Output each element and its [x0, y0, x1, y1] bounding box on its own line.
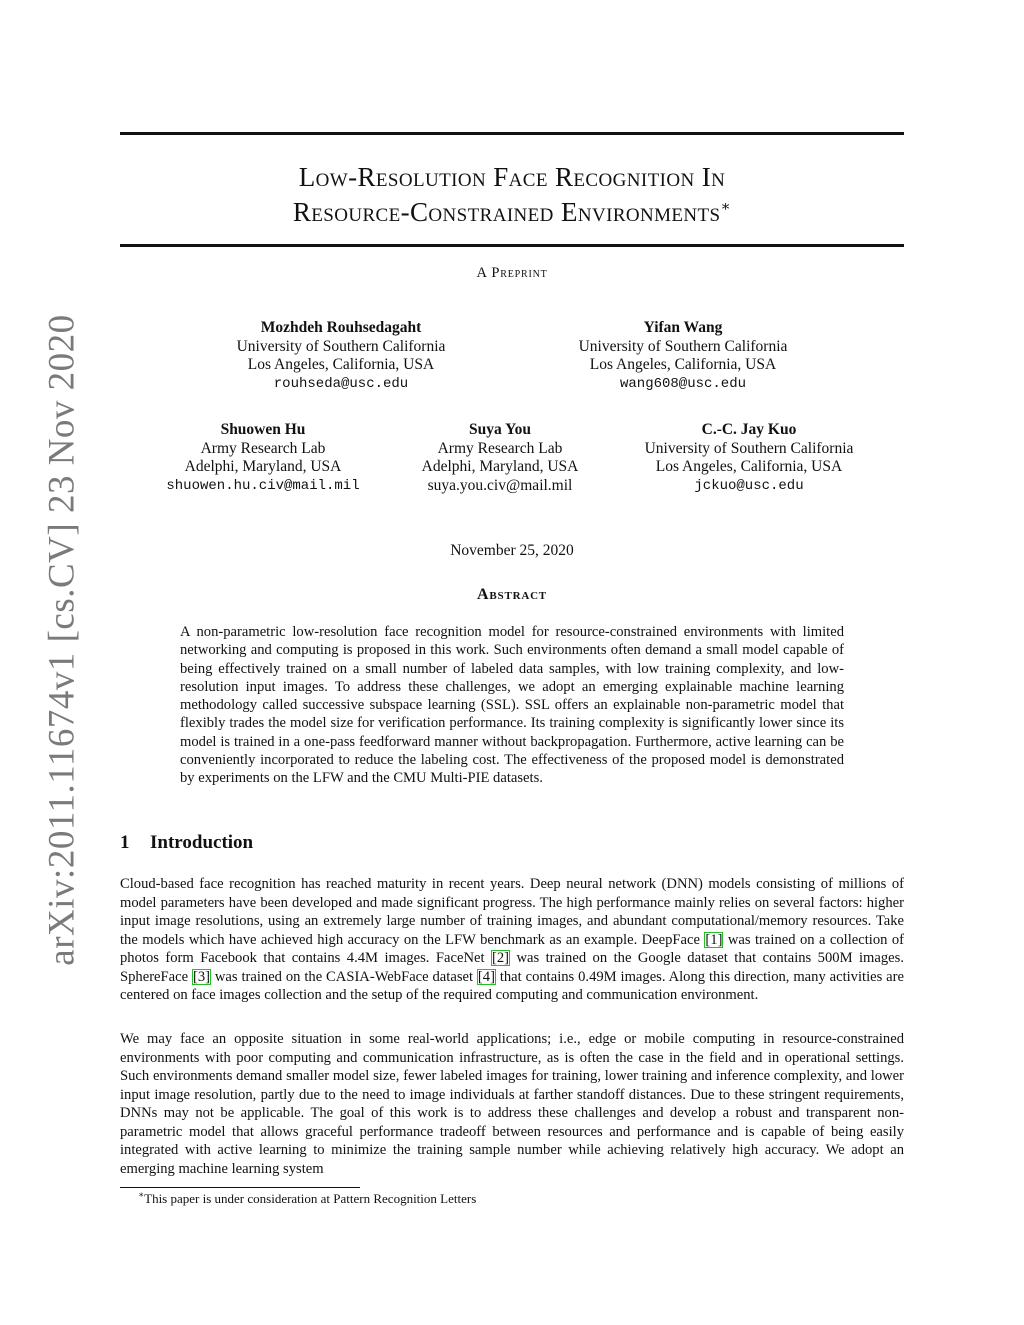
intro-paragraph-1 [120, 875, 904, 1005]
paragraph-text: was trained on the CASIA-WebFace dataset [211, 968, 477, 985]
footnote [138, 1191, 476, 1207]
author-block-you [422, 421, 579, 495]
author-affiliation: Army Research Lab [200, 439, 326, 457]
author-email[interactable]: wang608@usc.edu [619, 375, 747, 392]
title-bottom-rule [120, 244, 904, 247]
arxiv-identifier: arXiv:2011.11674v1 [cs.CV] 23 Nov 2020 [41, 314, 83, 966]
author-location: Adelphi, Maryland, USA [184, 458, 342, 475]
section-title: Introduction [150, 832, 254, 853]
author-location: Los Angeles, California, USA [247, 356, 435, 373]
footnote-marker: ∗ [138, 1189, 145, 1200]
abstract-heading: Abstract [477, 586, 547, 603]
author-block-hu [166, 421, 359, 495]
title-line-2: Resource-Constrained Environments [292, 197, 721, 227]
author-location: Adelphi, Maryland, USA [421, 458, 579, 475]
author-email[interactable]: rouhseda@usc.edu [273, 375, 409, 392]
intro-paragraph-2: We may face an opposite situation in some real-world applications; i.e., edge or mobile computing in resource-constrained environments with poor computing and communication infrastructure, as is often the case in the field and in operational settings. Such environments demand smaller model size, fewer labeled images for training, lower training and inference complexity, and lower input image resolution, partly due to the need to image individuals at farther standoff distances. Due to these stringent requirements, DNNs may not be applicable. The goal of this work is to address these challenges and develop a robust and transparent non-parametric model that allows graceful performance tradeoff between resources and performance and is capable of being easily integrated with active learning to minimize the training sample number while achieving relatively high accuracy. We adopt an emerging machine learning system [120, 1031, 904, 1177]
title-top-rule [120, 132, 904, 135]
citation-link-2[interactable]: [2] [491, 950, 509, 966]
citation-link-1[interactable]: [1] [705, 931, 723, 948]
author-email[interactable]: shuowen.hu.civ@mail.mil [166, 477, 360, 494]
citation-link-4[interactable]: [4] [477, 968, 495, 985]
author-affiliation: University of Southern California [578, 337, 788, 355]
citation-link-3[interactable]: [3] [192, 968, 210, 985]
author-email[interactable]: jckuo@usc.edu [694, 477, 804, 494]
author-affiliation: University of Southern California [236, 337, 446, 355]
paragraph-text: was trained on a collection of photos form Facebook that contains 4.4M images. FaceNet [120, 931, 905, 966]
paragraph-text: was trained on the Google dataset that contains 500M images. SphereFace [120, 950, 904, 985]
author-affiliation: University of Southern California [644, 439, 854, 457]
author-block-wang [579, 319, 788, 393]
author-block-rouhsedagaht [237, 319, 446, 393]
paper-title [120, 160, 904, 230]
author-location: Los Angeles, California, USA [589, 356, 777, 373]
footnote-rule [120, 1187, 360, 1188]
author-location: Los Angeles, California, USA [655, 458, 843, 475]
title-footnote-marker[interactable]: ∗ [720, 199, 732, 215]
title-line-1: Low-Resolution Face Recognition In [298, 162, 726, 192]
section-heading-introduction [120, 832, 253, 854]
author-name: C.-C. Jay Kuo [701, 421, 797, 438]
abstract-text: A non-parametric low-resolution face recognition model for resource-constrained environments with limited networking and computing is proposed in this work. Such environments often demand a small model capable of being effectively trained on a small number of labeled data samples, with low training complexity, and low-resolution input images. To address these challenges, we adopt an emerging explainable machine learning methodology called successive subspace learning (SSL). SSL offers an explainable non-parametric model that flexibly trades the model size for verification performance. Its training complexity is significantly lower since its model is trained in a one-pass feedforward manner without backpropagation. Furthermore, active learning can be conveniently incorporated to reduce the labeling cost. The effectiveness of the proposed model is demonstrated by experiments on the LFW and the CMU Multi-PIE datasets. [180, 624, 844, 787]
preprint-label: A Preprint [476, 265, 548, 281]
author-name: Shuowen Hu [220, 421, 306, 438]
author-block-kuo [645, 421, 854, 495]
author-name: Mozhdeh Rouhsedagaht [260, 319, 422, 336]
author-name: Yifan Wang [643, 319, 723, 336]
paragraph-text: Cloud-based face recognition has reached maturity in recent years. Deep neural network (DNN) models consisting of millions of model parameters have been developed and made significant progress. The high performance mainly relies on several factors: higher input image resolutions, using an extremely large number of training images, and abundant computational/memory resources. Take the models which have achieved high accuracy on the LFW benchmark as an example. DeepFace [120, 876, 904, 948]
author-name: Suya You [469, 421, 531, 438]
publication-date: November 25, 2020 [450, 542, 574, 559]
author-affiliation: Army Research Lab [437, 439, 563, 457]
author-email[interactable]: suya.you.civ@mail.mil [427, 476, 573, 494]
section-number: 1 [120, 832, 130, 853]
paragraph-text: that contains 0.49M images. Along this direction, many activities are centered on face images collection and the setup of the required computing and communication environment. [120, 968, 904, 1003]
footnote-text: This paper is under consideration at Pattern Recognition Letters [144, 1191, 477, 1206]
